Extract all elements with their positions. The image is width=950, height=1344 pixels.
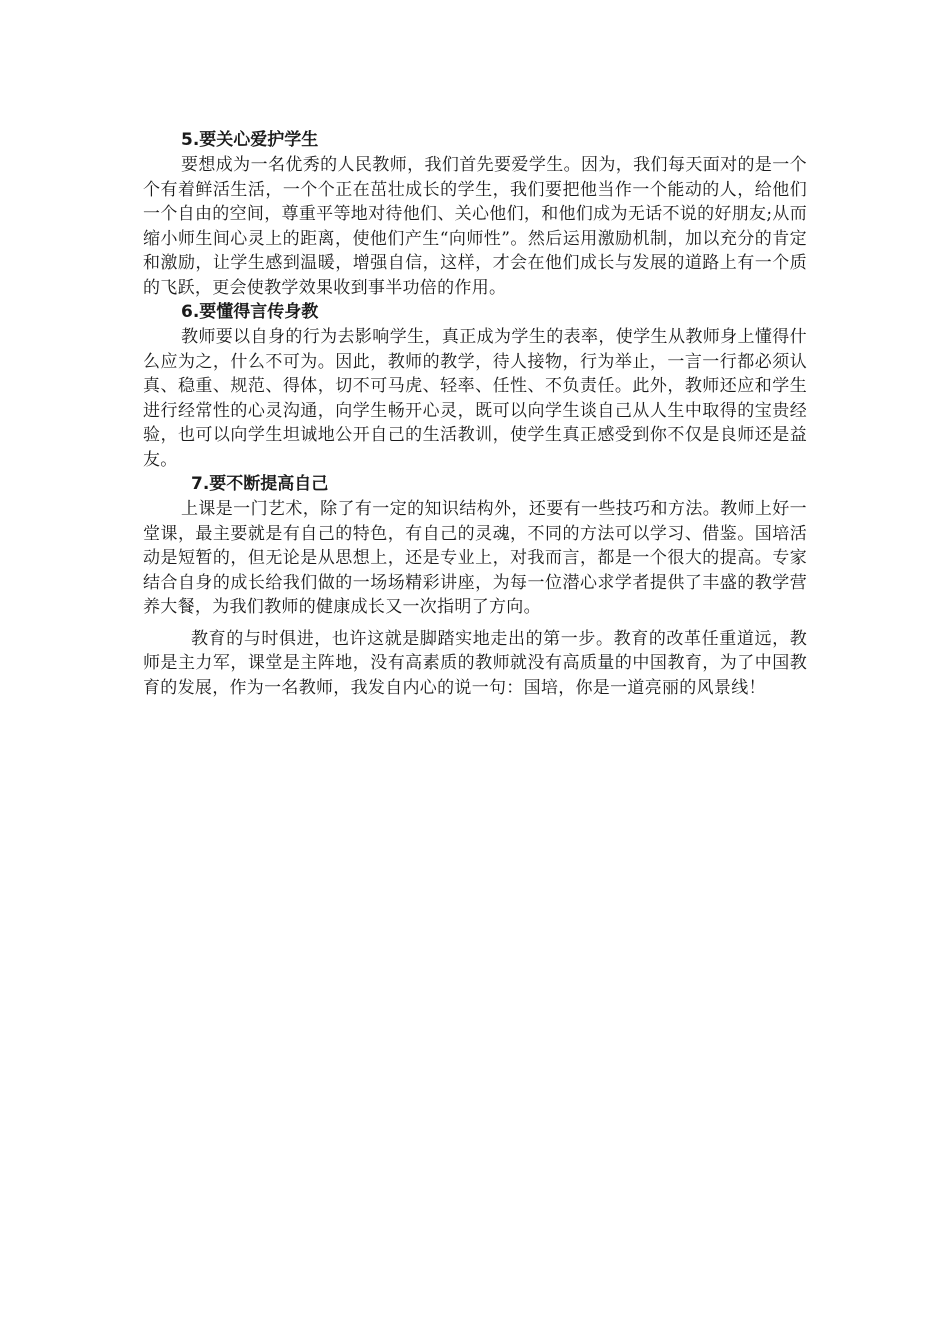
section-paragraph-5: 要想成为一名优秀的人民教师，我们首先要爱学生。因为，我们每天面对的是一个个有着鲜活生活，一个个正在茁壮成长的学生，我们要把他当作一个能动的人，给他们一个自由的空间，尊重平等地对待他们、关心他们，和他们成为无话不说的好朋友;从而缩小师生间心灵上的距离，使他们产生“向师性”。然后运用激励机制，加以充分的肯定和激励，让学生感到温暖，增强自信，这样，才会在他们成长与发展的道路上有一个质的飞跃，更会使教学效果收到事半功倍的作用。: [143, 155, 807, 298]
section-heading-7: 7.要不断提高自己: [191, 474, 329, 494]
section-heading-6: 6.要懂得言传身教: [181, 302, 319, 322]
section-paragraph-7: 上课是一门艺术，除了有一定的知识结构外，还要有一些技巧和方法。教师上好一堂课，最主要就是有自己的特色，有自己的灵魂，不同的方法可以学习、借鉴。国培活动是短暂的，但无论是从思想上，还是专业上，对我而言，都是一个很大的提高。专家结合自身的成长给我们做的一场场精彩讲座，为每一位潜心求学者提供了丰盛的教学营养大餐，为我们教师的健康成长又一次指明了方向。: [143, 499, 807, 617]
section-paragraph-6: 教师要以自身的行为去影响学生，真正成为学生的表率，使学生从教师身上懂得什么应为之，什么不可为。因此，教师的教学，待人接物，行为举止，一言一行都必须认真、稳重、规范、得体，切不可马虎、轻率、任性、不负责任。此外，教师还应和学生进行经常性的心灵沟通，向学生畅开心灵，既可以向学生谈自己从人生中取得的宝贵经验，也可以向学生坦诚地公开自己的生活教训，使学生真正感受到你不仅是良师还是益友。: [143, 327, 807, 470]
document-page: [143, 128, 807, 700]
closing-paragraph: 教育的与时俱进，也许这就是脚踏实地走出的第一步。教育的改革任重道远，教师是主力军，课堂是主阵地，没有高素质的教师就没有高质量的中国教育，为了中国教育的发展，作为一名教师，我发自内心的说一句：国培，你是一道亮丽的风景线！: [143, 628, 807, 698]
section-heading-5: 5.要关心爱护学生: [181, 130, 319, 150]
